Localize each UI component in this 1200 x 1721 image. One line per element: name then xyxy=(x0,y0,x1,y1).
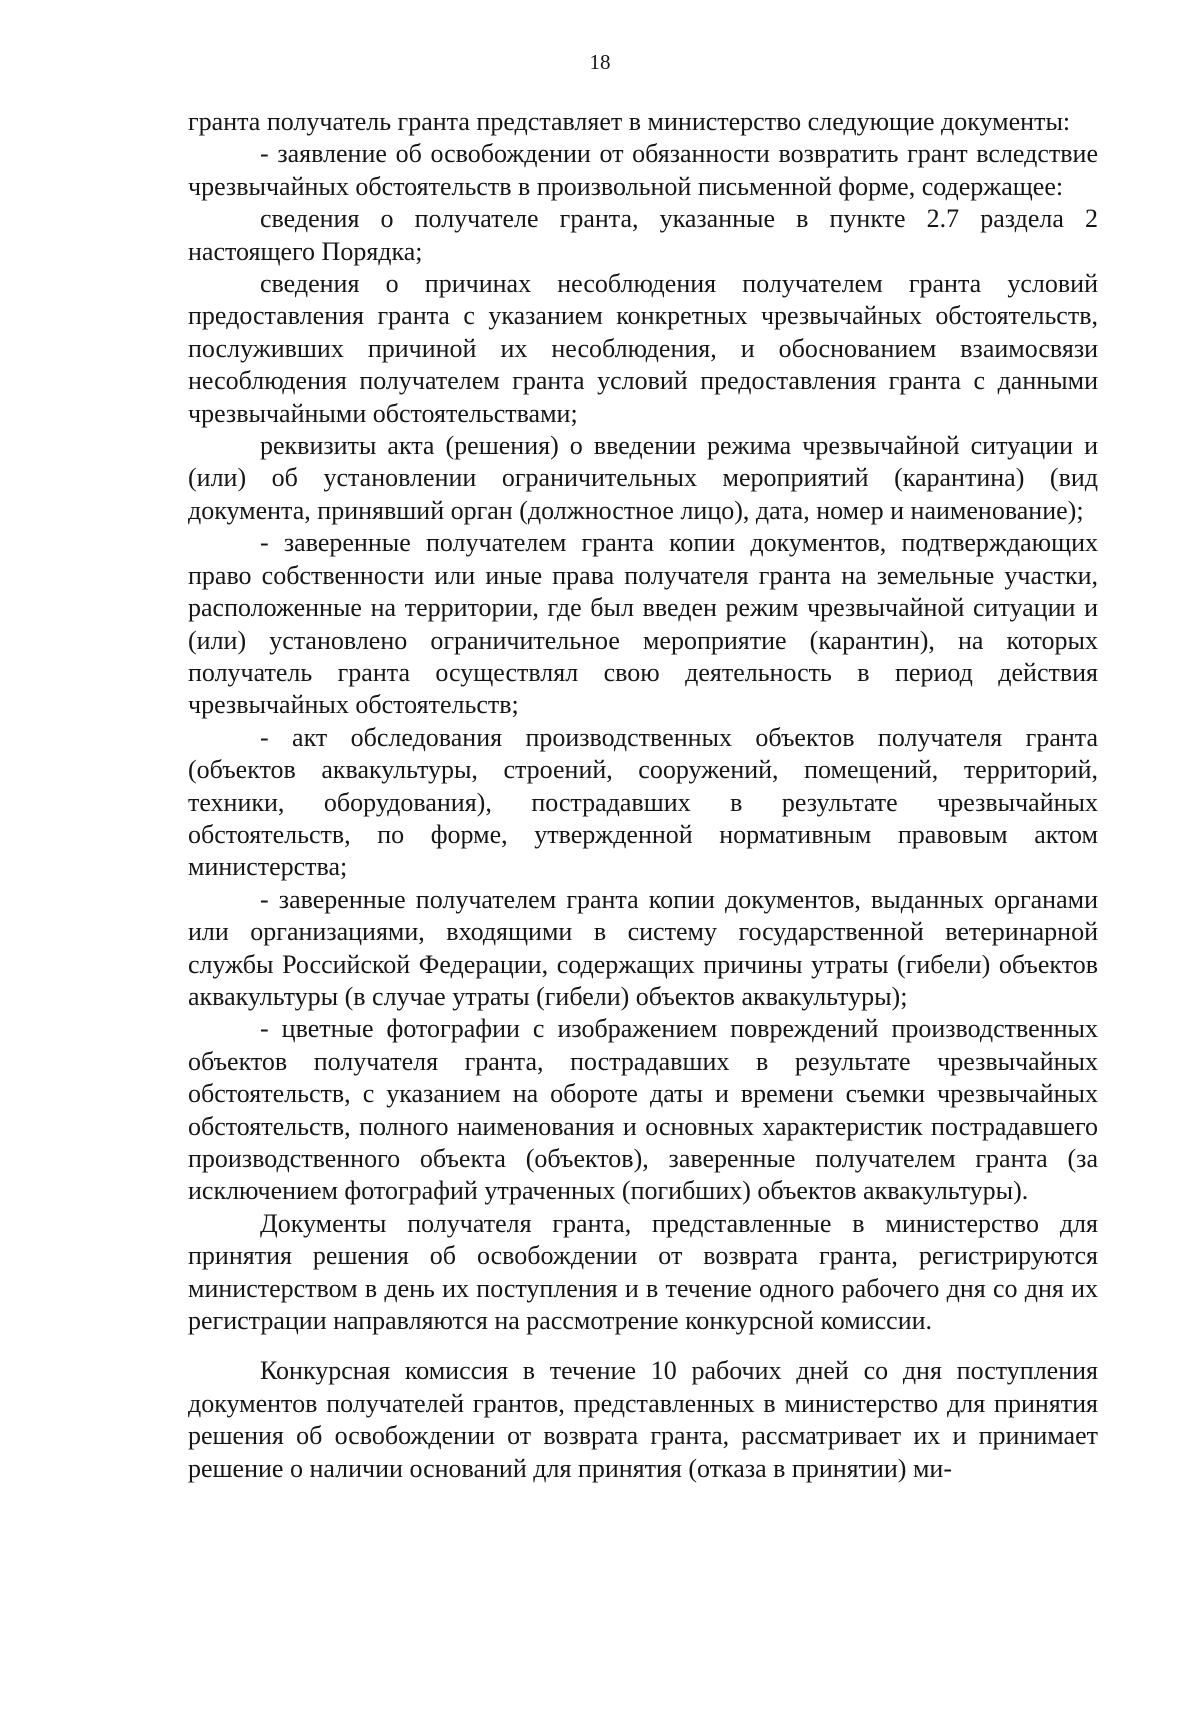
paragraph-color-photographs: - цветные фотографии с изображением повреждений производственных объектов получателя гранта, пострадавших в результате чрезвычайных обстоятельств, с указанием на обороте даты и времени съемки чрезвычайных обстоятельств, полного наименования и основных характеристик пострадавшего производственного объекта (объектов), заверенные получателем гранта (за исключением фотографий утраченных (погибших) объектов аквакультуры). xyxy=(188,1014,1098,1206)
paragraph-commission-review: Конкурсная комиссия в течение 10 рабочих дней со дня поступления документов получателей грантов, представленных в министерство для принятия решения об освобождении от возврата гранта, рассматривает их и принимает решение о наличии оснований для принятия (отказа в принятии) ми- xyxy=(188,1356,1098,1483)
paragraph-recipient-info: сведения о получателе гранта, указанные в пункте 2.7 раздела 2 настоящего Порядка; xyxy=(188,204,1098,266)
paragraph-land-rights-copies: - заверенные получателем гранта копии документов, подтверждающих право собственности или иные права получателя гранта на земельные участки, расположенные на территории, где был введен режим чрезвычайной ситуации и (или) установлено ограничительное мероприятие (карантин), на которых получатель гранта осуществлял свою деятельность в период действия чрезвычайных обстоятельств; xyxy=(188,528,1098,720)
paragraph-document-registration: Документы получателя гранта, представленные в министерство для принятия решения об освобождении от возврата гранта, регистрируются министерством в день их поступления и в течение одного рабочего дня со дня их регистрации направляются на рассмотрение конкурсной комиссии. xyxy=(188,1208,1098,1336)
paragraph-documents-intro: гранта получатель гранта представляет в министерство следующие документы: xyxy=(188,107,1071,136)
paragraph-emergency-act-details: реквизиты акта (решения) о введении режима чрезвычайной ситуации и (или) об установлении ограничительных мероприятий (карантина) (вид документа, принявший орган (должностное лицо), дата, номер и наименование); xyxy=(188,431,1098,525)
paragraph-exemption-application: - заявление об освобождении от обязанности возвратить грант вследствие чрезвычайных обстоятельств в произвольной письменной форме, содержащее: xyxy=(188,139,1098,201)
document-body xyxy=(188,106,1098,1485)
page-number: 18 xyxy=(589,50,611,74)
paragraph-veterinary-documents: - заверенные получателем гранта копии документов, выданных органами или организациями, входящими в систему государственной ветеринарной службы Российской Федерации, содержащих причины утраты (гибели) объектов аквакультуры (в случае утраты (гибели) объектов аквакультуры); xyxy=(188,884,1098,1011)
paragraph-inspection-act: - акт обследования производственных объектов получателя гранта (объектов аквакультуры, строений, сооружений, помещений, территорий, техники, оборудования), пострадавших в результате чрезвычайных обстоятельств, по форме, утвержденной нормативным правовым актом министерства; xyxy=(188,722,1098,882)
paragraph-noncompliance-reasons: сведения о причинах несоблюдения получателем гранта условий предоставления гранта с указанием конкретных чрезвычайных обстоятельств, послуживших причиной их несоблюдения, и обоснованием взаимосвязи несоблюдения получателем гранта условий предоставления гранта с данными чрезвычайными обстоятельствами; xyxy=(188,269,1098,428)
